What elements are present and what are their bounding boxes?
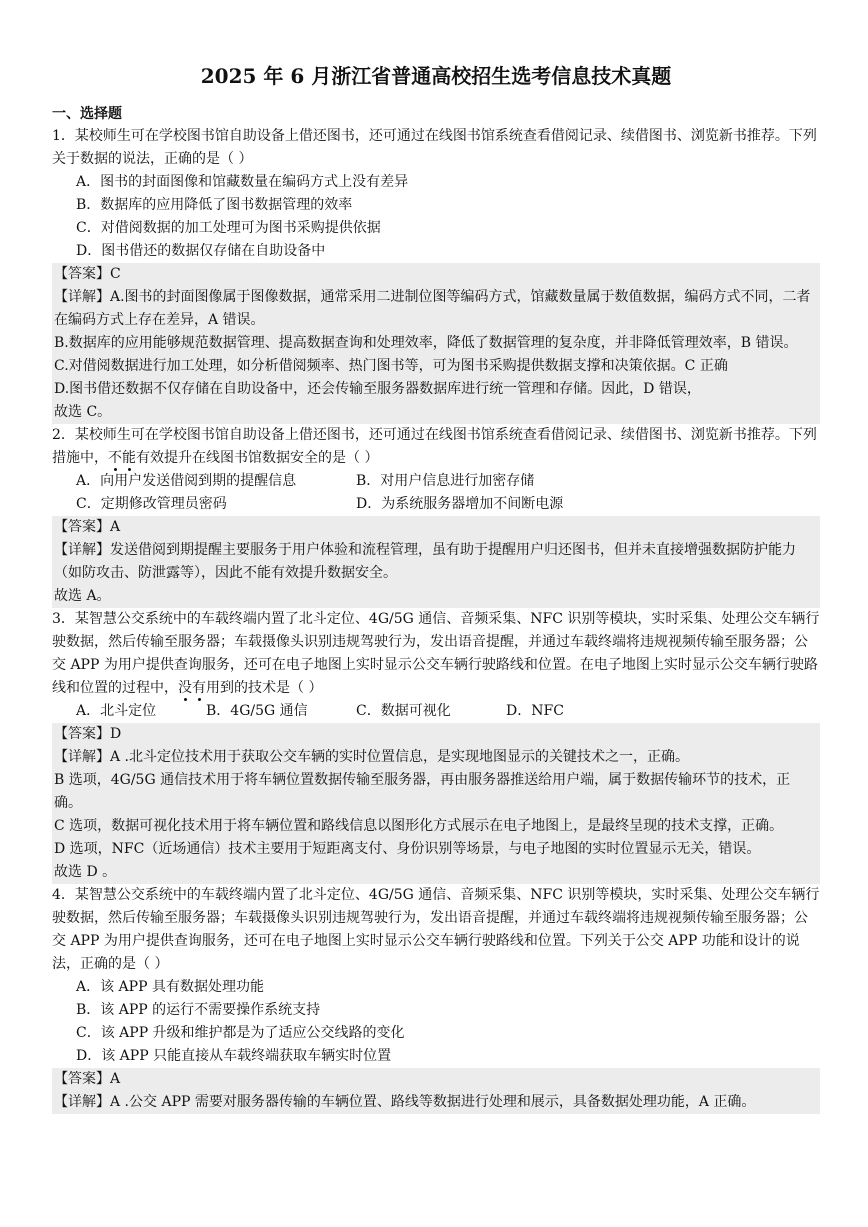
option-c: C．该 APP 升级和维护都是为了适应公交线路的变化 [76,1025,405,1041]
option-c: C．数据可视化 [356,703,451,719]
detail-line: 故选 D 。 [52,861,820,884]
document-page [52,60,820,1114]
option-d: D．NFC [506,703,564,719]
emphasis-char: 能 [122,450,136,466]
option-d: D．图书借还的数据仅存储在自助设备中 [76,243,326,259]
option-d: D．该 APP 只能直接从车载终端获取车辆实时位置 [76,1048,392,1064]
emphasis-char: 没 [178,680,192,696]
option-a: A．北斗定位 [76,703,157,719]
detail-line: D.图书借还数据不仅存储在自助设备中，还会传输至服务器数据库进行统一管理和存储。因此，D 错误， [52,378,820,401]
option-b: B．4G/5G 通信 [206,703,308,719]
detail-line: 【详解】A .公交 APP 需要对服务器传输的车辆位置、路线等数据进行处理和展示，具备数据处理功能，A 正确。 [52,1091,820,1114]
option-b: B．数据库的应用降低了图书数据管理的效率 [76,197,353,213]
question-stem: 4．某智慧公交系统中的车载终端内置了北斗定位、4G/5G 通信、音频采集、NFC 识别等模块，实时采集、处理公交车辆行驶数据，然后传输至服务器；车载摄像头识别违规驾驶行为，发出语音提醒，并通过车载终端将违规视频传输至服务器；公交 APP 为用户提供查询服务，还可在电子地图上实时显示公交车辆行驶路线和位置。下列关于公交 APP 功能和设计的说法，正确的是（ ） [52,887,820,972]
detail-line: D 选项，NFC（近场通信）技术主要用于短距离支付、身份识别等场景，与电子地图的实时位置显示无关，错误。 [52,838,820,861]
detail-line: 【详解】发送借阅到期提醒主要服务于用户体验和流程管理，虽有助于提醒用户归还图书，但并未直接增强数据防护能力（如防攻击、防泄露等），因此不能有效提升数据安全。 [52,539,820,585]
question-1 [52,125,820,424]
option-d: D．为系统服务器增加不间断电源 [356,496,564,512]
question-4 [52,884,820,1114]
detail-line: 【详解】A.图书的封面图像属于图像数据，通常采用二进制位图等编码方式，馆藏数量属于数值数据，编码方式不同，二者在编码方式上存在差异，A 错误。 [52,286,820,332]
question-3 [52,608,820,884]
detail-line: 故选 C。 [52,401,820,424]
answer-line: 【答案】D [52,723,820,746]
question-2 [52,424,820,608]
option-a: A．图书的封面图像和馆藏数量在编码方式上没有差异 [76,174,409,190]
option-c: C．定期修改管理员密码 [76,496,227,512]
emphasis-char: 不 [108,450,122,466]
answer-line: 【答案】A [52,1068,820,1091]
detail-line: B 选项，4G/5G 通信技术用于将车辆位置数据传输至服务器，再由服务器推送给用户端，属于数据传输环节的技术，正确。 [52,769,820,815]
detail-line: C 选项，数据可视化技术用于将车辆位置和路线信息以图形化方式展示在电子地图上，是最终呈现的技术支撑，正确。 [52,815,820,838]
option-a: A．向用户发送借阅到期的提醒信息 [76,473,297,489]
detail-line: 【详解】A .北斗定位技术用于获取公交车辆的实时位置信息，是实现地图显示的关键技术之一，正确。 [52,746,820,769]
section-heading: 一、选择题 [52,106,122,122]
option-b: B．对用户信息进行加密存储 [356,473,535,489]
detail-line: 故选 A。 [52,585,820,608]
option-c: C．对借阅数据的加工处理可为图书采购提供依据 [76,220,381,236]
answer-line: 【答案】A [52,516,820,539]
page-title: 2025 年 6 月浙江省普通高校招生选考信息技术真题 [200,64,672,88]
question-stem: 3．某智慧公交系统中的车载终端内置了北斗定位、4G/5G 通信、音频采集、NFC 识别等模块，实时采集、处理公交车辆行驶数据，然后传输至服务器；车载摄像头识别违规驾驶行为，发出语音提醒，并通过车载终端将违规视频传输至服务器；公交 APP 为用户提供查询服务，还可在电子地图上实时显示公交车辆行驶路线和位置。在电子地图上实时显示公交车辆行驶路线和位置的过程中，没有用到的技术是（ ） [52,611,820,696]
question-stem: 1．某校师生可在学校图书馆自助设备上借还图书，还可通过在线图书馆系统查看借阅记录、续借图书、浏览新书推荐。下列关于数据的说法，正确的是（ ） [52,128,817,167]
detail-line: C.对借阅数据进行加工处理，如分析借阅频率、热门图书等，可为图书采购提供数据支撑和决策依据。C 正确 [52,355,820,378]
answer-line: 【答案】C [52,263,820,286]
option-a: A．该 APP 具有数据处理功能 [76,979,264,995]
options-row [76,700,820,723]
options-row [76,470,820,493]
emphasis-char: 有 [192,680,206,696]
question-stem: 2．某校师生可在学校图书馆自助设备上借还图书，还可通过在线图书馆系统查看借阅记录、续借图书、浏览新书推荐。下列措施中，不能有效提升在线图书馆数据安全的是（ ） [52,427,817,466]
option-b: B．该 APP 的运行不需要操作系统支持 [76,1002,321,1018]
options-row [76,493,820,516]
detail-line: B.数据库的应用能够规范数据管理、提高数据查询和处理效率，降低了数据管理的复杂度，并非降低管理效率，B 错误。 [52,332,820,355]
